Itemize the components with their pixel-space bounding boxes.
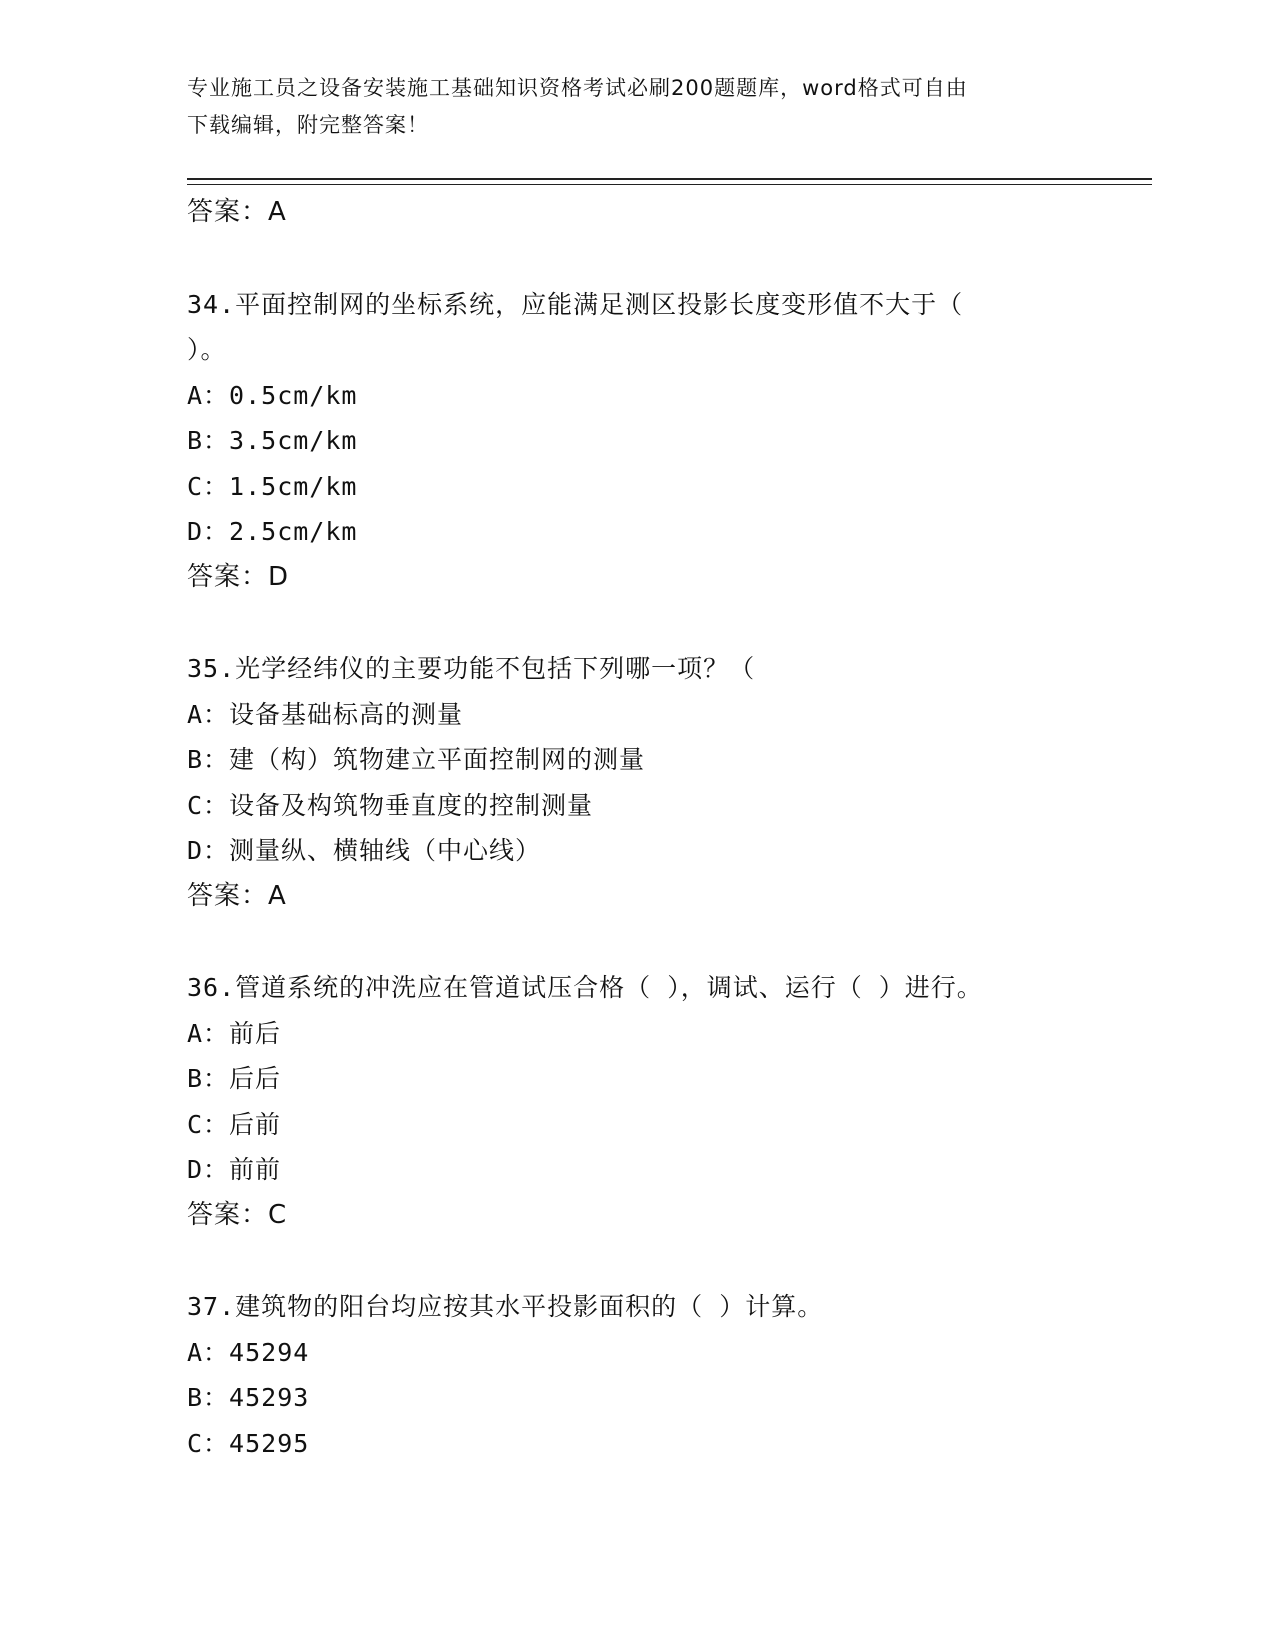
question-35 [187,646,1152,919]
option-c: C：后前 [187,1109,282,1139]
question-stem: 35.光学经纬仪的主要功能不包括下列哪一项？（ [187,654,756,683]
question-34 [187,282,1152,601]
option-c: C：设备及构筑物垂直度的控制测量 [187,790,594,820]
answer: 答案：C [187,1199,288,1230]
option-a: A：前后 [187,1018,282,1048]
option-a: A：45294 [187,1337,310,1367]
option-c: C：1.5cm/km [187,471,358,501]
option-a: A：设备基础标高的测量 [187,699,464,729]
question-37 [187,1284,1152,1466]
question-stem: 34.平面控制网的坐标系统，应能满足测区投影长度变形值不大于（ [187,289,964,319]
header-line-2: 下载编辑，附完整答案！ [187,113,429,137]
answer: 答案：A [187,880,287,911]
option-b: B：后后 [187,1064,282,1093]
option-a: A：0.5cm/km [187,380,358,410]
question-36 [187,965,1152,1238]
option-b: B：3.5cm/km [187,426,358,455]
previous-answer: 答案：A [187,197,287,227]
option-d: D：前前 [187,1155,282,1184]
option-b: B：45293 [187,1383,310,1412]
question-stem: 37.建筑物的阳台均应按其水平投影面积的（ ）计算。 [187,1292,824,1321]
option-d: D：测量纵、横轴线（中心线） [187,836,542,865]
header-rule-thick [187,178,1152,180]
document-header [187,70,1087,144]
option-d: D：2.5cm/km [187,517,358,546]
header-rule-thin [187,184,1152,185]
question-stem-continued: ）。 [187,335,227,364]
option-c: C：45295 [187,1428,310,1458]
question-stem: 36.管道系统的冲洗应在管道试压合格（ ），调试、运行（ ）进行。 [187,973,983,1002]
question-list [187,190,1152,1466]
header-line-1: 专业施工员之设备安装施工基础知识资格考试必刷200题题库，word格式可自由 [187,76,968,100]
option-b: B：建（构）筑物建立平面控制网的测量 [187,745,646,774]
answer: 答案：D [187,561,290,592]
